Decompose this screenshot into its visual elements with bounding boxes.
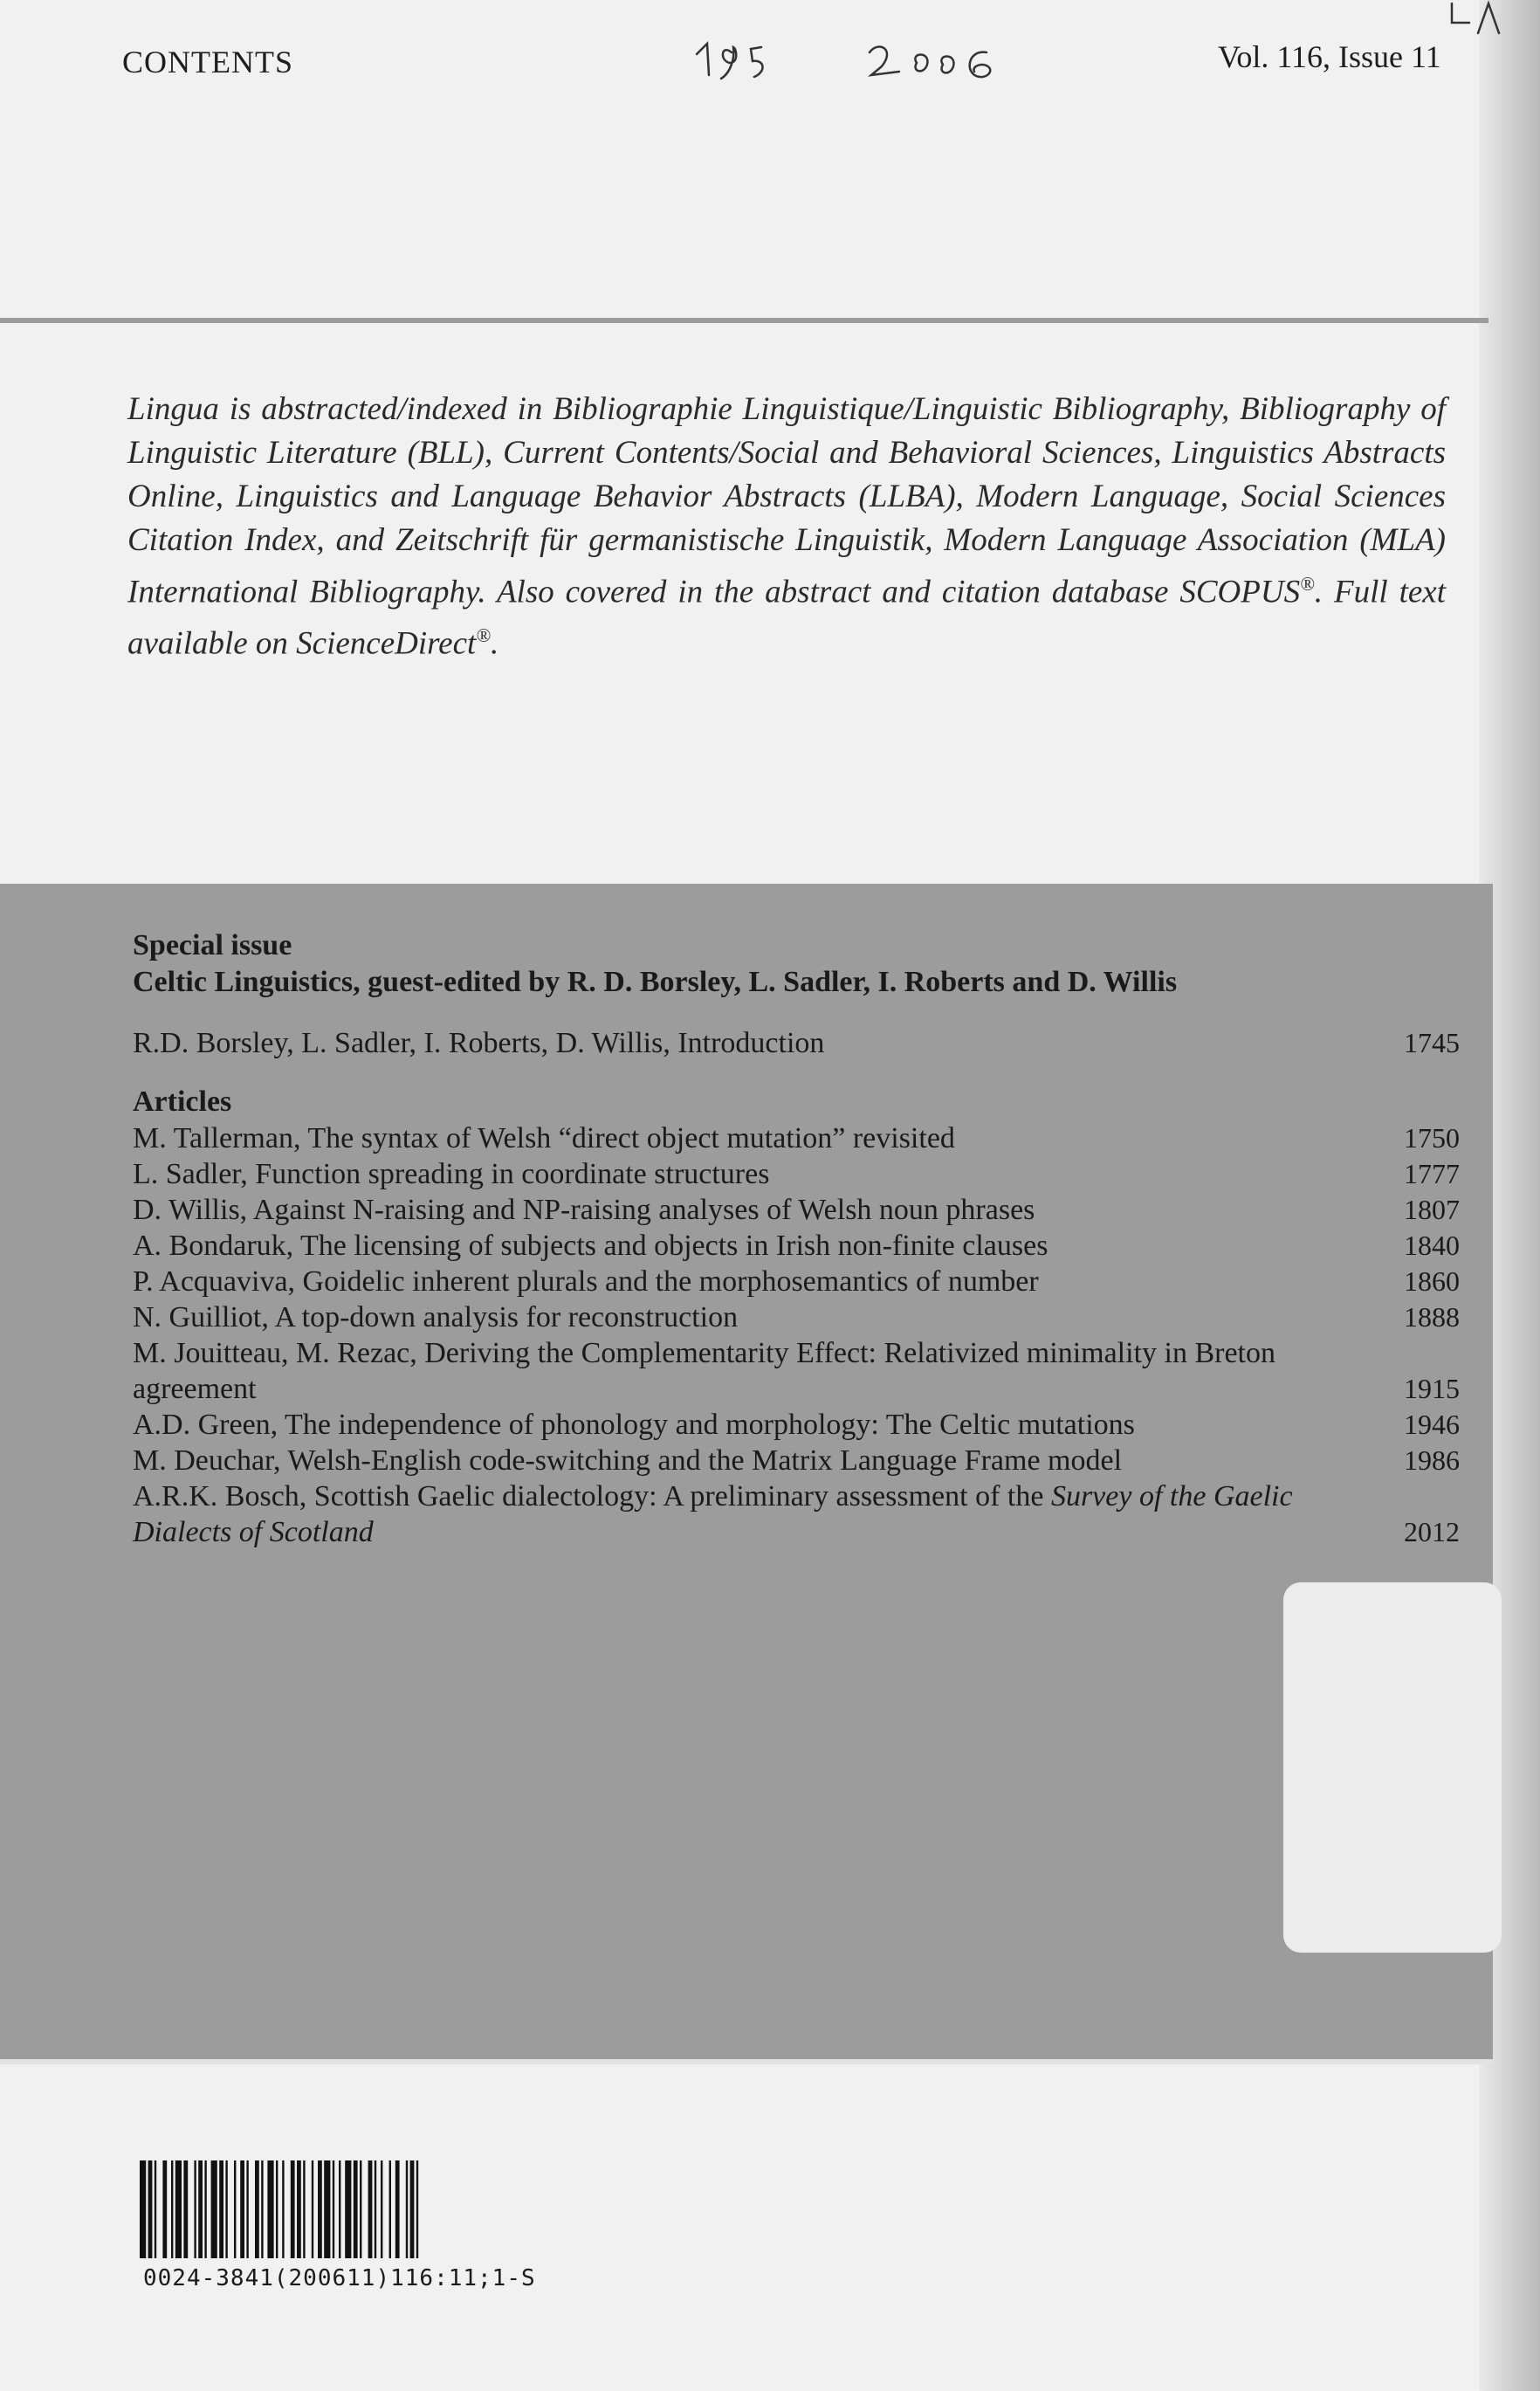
barcode-bar xyxy=(261,2160,263,2258)
barcode-bar xyxy=(406,2160,408,2258)
entry-page: 1777 xyxy=(1404,1158,1460,1189)
toc-entry xyxy=(133,1335,1460,1407)
barcode-bar xyxy=(171,2160,173,2258)
barcode-bar xyxy=(339,2160,340,2258)
toc-entry-introduction xyxy=(133,1025,1460,1061)
barcode-bar xyxy=(240,2160,244,2258)
entry-page: 1840 xyxy=(1404,1230,1460,1261)
barcode-bar xyxy=(211,2160,217,2258)
top-divider xyxy=(0,318,1488,323)
handwritten-corner-mark xyxy=(1445,0,1508,39)
entry-title: A.R.K. Bosch, Scottish Gaelic dialectology: A preliminary assessment of the Survey of the Gaelic Dialects of Scotland xyxy=(133,1480,1293,1548)
barcode-bar xyxy=(368,2160,373,2258)
toc-entry xyxy=(133,1299,1460,1335)
barcode-bar xyxy=(297,2160,301,2258)
entry-page: 1750 xyxy=(1404,1122,1460,1154)
barcode-bar xyxy=(324,2160,330,2258)
entry-title: D. Willis, Against N-raising and NP-raising analyses of Welsh noun phrases xyxy=(133,1194,1035,1226)
barcode-bar xyxy=(198,2160,203,2258)
barcode-bar xyxy=(162,2160,167,2258)
indexing-statement: Lingua is abstracted/indexed in Bibliographie Linguistique/Linguistic Bibliography, Bibliography of Linguistic Literature (BLL), Current Contents/Social and Behavioral Sciences, Linguistics Abstracts Online, Linguistics and Language Behavior Abstracts (LLBA), Modern Language, Social Sciences Citation Index, and Zeitschrift für germanistische Linguistik, Modern Language Association (MLA) International Bibliography. Also covered in the abstract and citation database SCOPUS®. Full text available on ScienceDirect®. xyxy=(127,391,1446,662)
barcode-bar xyxy=(219,2160,223,2258)
entry-page: 1807 xyxy=(1404,1194,1460,1225)
barcode-number: 0024-3841(200611)116:11;1-S xyxy=(143,2265,536,2291)
volume-issue: Vol. 116, Issue 11 xyxy=(1218,39,1441,74)
special-issue-title: Celtic Linguistics, guest-edited by R. D. Borsley, L. Sadler, I. Roberts and D. Willis xyxy=(133,966,1178,998)
barcode-bar xyxy=(276,2160,278,2258)
entry-page: 2012 xyxy=(1404,1516,1460,1547)
entry-title: M. Deuchar, Welsh-English code-switching and the Matrix Language Frame model xyxy=(133,1444,1123,1477)
entry-title: A.D. Green, The independence of phonology and morphology: The Celtic mutations xyxy=(133,1409,1135,1441)
entry-page: 1915 xyxy=(1404,1373,1460,1404)
entry-page: 1986 xyxy=(1404,1444,1460,1476)
barcode-bar xyxy=(148,2160,153,2258)
barcode-bar xyxy=(303,2160,305,2258)
special-issue-label: Special issue xyxy=(133,929,292,961)
toc-entry xyxy=(133,1156,1460,1192)
contents-heading: CONTENTS xyxy=(122,45,293,79)
toc-entry xyxy=(133,1228,1460,1264)
articles-heading: Articles xyxy=(133,1085,232,1118)
barcode-bar xyxy=(354,2160,358,2258)
entry-title: L. Sadler, Function spreading in coordinate structures xyxy=(133,1158,770,1190)
toc-entry xyxy=(133,1407,1460,1443)
handwritten-note xyxy=(681,17,1048,92)
table-of-contents xyxy=(133,927,1460,1550)
barcode-bar xyxy=(360,2160,361,2258)
entry-page: 1860 xyxy=(1404,1265,1460,1297)
barcode-icon xyxy=(140,2160,650,2258)
barcode-bar xyxy=(312,2160,313,2258)
toc-entry xyxy=(133,1192,1460,1228)
barcode-bar xyxy=(375,2160,376,2258)
toc-entry xyxy=(133,1264,1460,1299)
entry-title: M. Tallerman, The syntax of Welsh “direct object mutation” revisited xyxy=(133,1122,955,1154)
barcode-bar xyxy=(267,2160,273,2258)
barcode-bar xyxy=(155,2160,156,2258)
entry-title: M. Jouitteau, M. Rezac, Deriving the Complementarity Effect: Relativized minimality in Breton agreement xyxy=(133,1337,1275,1405)
barcode-bar xyxy=(255,2160,259,2258)
entry-title: A. Bondaruk, The licensing of subjects and objects in Irish non-finite clauses xyxy=(133,1230,1048,1262)
toc-entry xyxy=(133,1120,1460,1156)
entry-title: R.D. Borsley, L. Sadler, I. Roberts, D. Willis, Introduction xyxy=(133,1027,825,1059)
entry-page: 1888 xyxy=(1404,1301,1460,1333)
barcode-bar xyxy=(333,2160,334,2258)
bottom-divider xyxy=(0,2059,1493,2064)
barcode-bar xyxy=(234,2160,236,2258)
barcode-bar xyxy=(416,2160,418,2258)
barcode-bar xyxy=(395,2160,400,2258)
toc-entry xyxy=(133,1443,1460,1478)
barcode-bar xyxy=(282,2160,284,2258)
barcode-bar xyxy=(381,2160,382,2258)
barcode-bar xyxy=(246,2160,248,2258)
barcode-bar xyxy=(140,2160,146,2258)
barcode-bar xyxy=(389,2160,391,2258)
entry-page: 1946 xyxy=(1404,1409,1460,1440)
barcode-bar xyxy=(204,2160,206,2258)
barcode-bar xyxy=(194,2160,196,2258)
barcode-bar xyxy=(410,2160,415,2258)
barcode-bar xyxy=(345,2160,351,2258)
barcode-bar xyxy=(225,2160,227,2258)
toc-entry xyxy=(133,1478,1460,1550)
barcode-bar xyxy=(175,2160,182,2258)
entry-title: P. Acquaviva, Goidelic inherent plurals and the morphosemantics of number xyxy=(133,1265,1039,1298)
barcode-bar xyxy=(291,2160,295,2258)
barcode-bar xyxy=(318,2160,322,2258)
entry-title: N. Guilliot, A top-down analysis for reconstruction xyxy=(133,1301,739,1333)
library-label-sticker xyxy=(1283,1582,1502,1953)
entry-page: 1745 xyxy=(1404,1027,1460,1058)
barcode-bar xyxy=(183,2160,188,2258)
